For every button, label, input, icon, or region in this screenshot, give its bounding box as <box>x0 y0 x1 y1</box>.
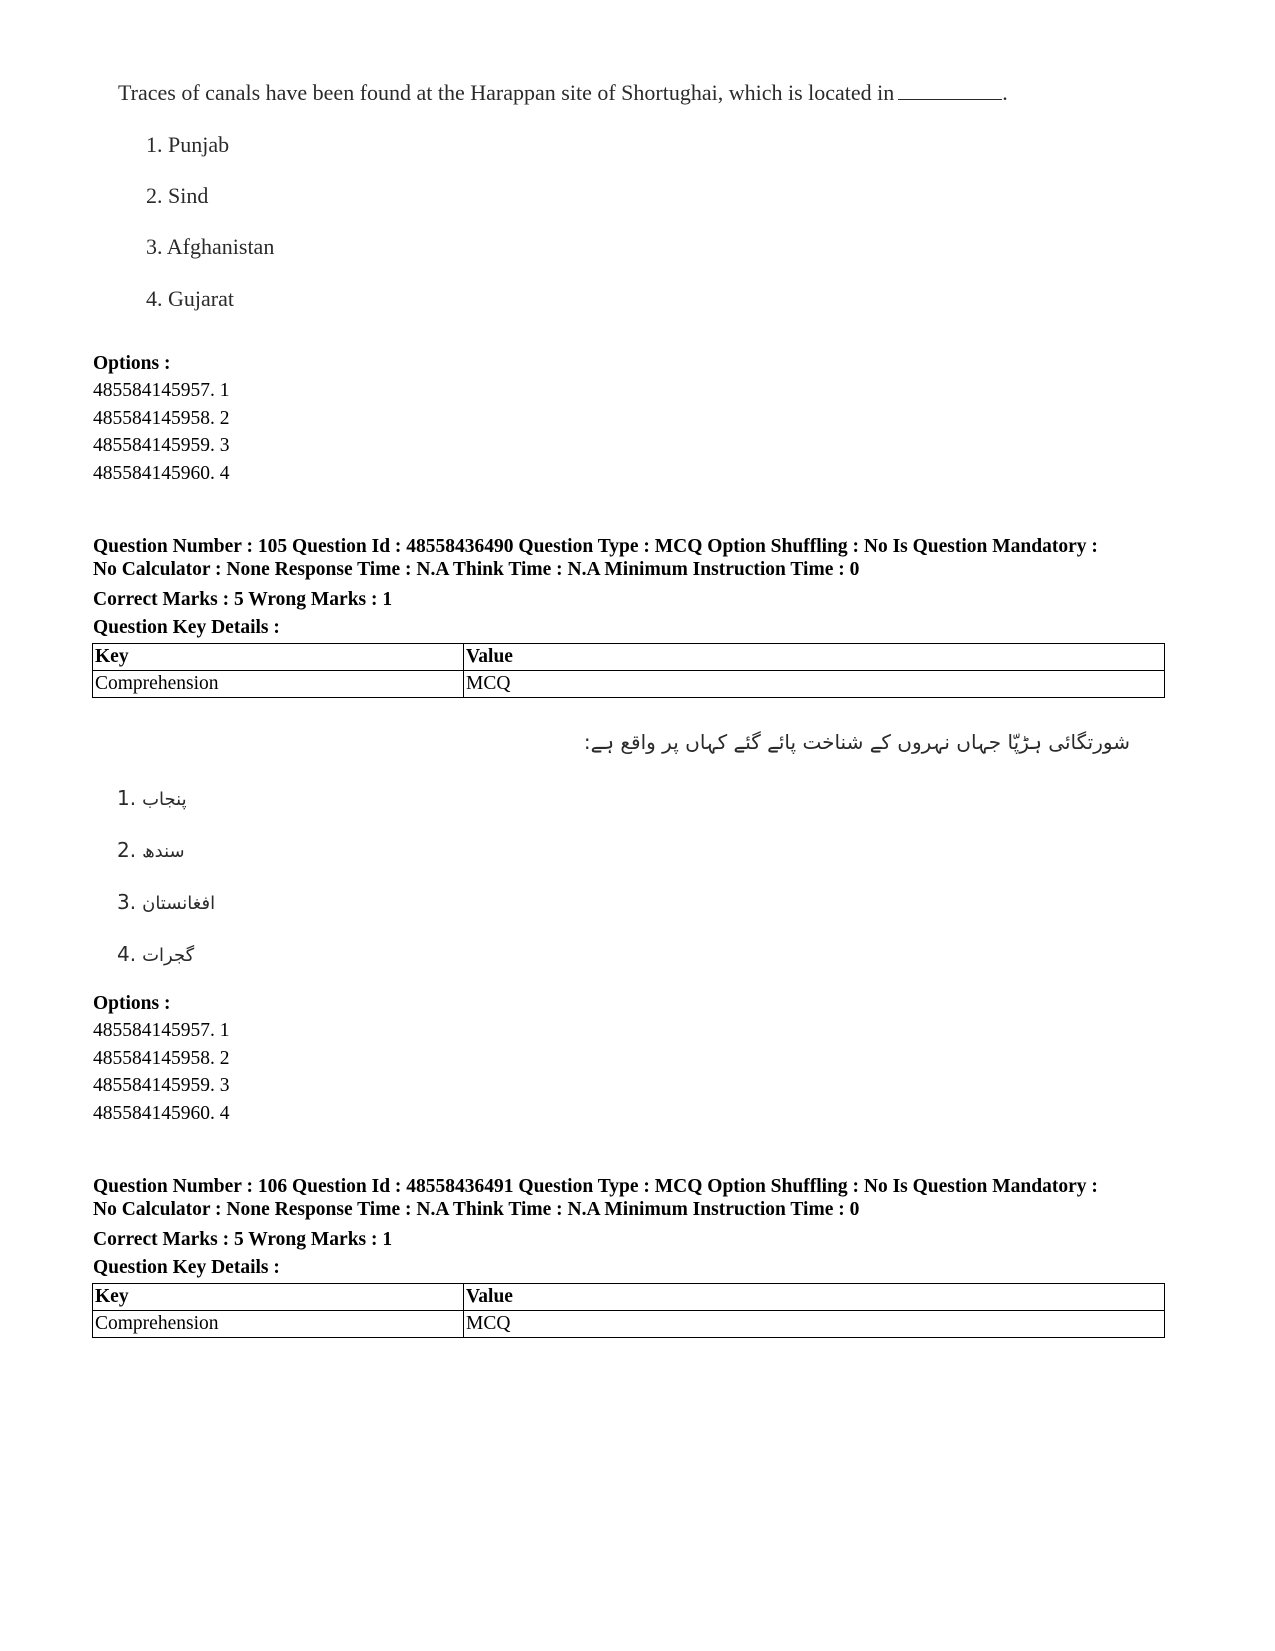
marks-line: Correct Marks : 5 Wrong Marks : 1 <box>93 589 393 610</box>
key-details-table <box>92 1283 1165 1338</box>
table-cell-value: MCQ <box>464 1311 1165 1338</box>
urdu-choice-item <box>117 889 215 915</box>
options-label: Options : <box>93 993 171 1014</box>
option-item: 485584145960. 4 <box>93 1102 230 1124</box>
urdu-choice-text: گجرات <box>142 945 195 966</box>
urdu-choice-item <box>117 785 187 811</box>
question-meta <box>93 535 1098 581</box>
question-meta-line1: Question Number : 106 Question Id : 48558436491 Question Type : MCQ Option Shuffling : No Is Question Mandatory : <box>93 1176 1098 1197</box>
question-meta-line2: No Calculator : None Response Time : N.A Think Time : N.A Minimum Instruction Time : 0 <box>93 1199 860 1220</box>
option-item: 485584145958. 2 <box>93 1047 230 1069</box>
choice-item: 1. Punjab <box>146 132 230 157</box>
option-item: 485584145959. 3 <box>93 435 230 456</box>
urdu-choice-number: 3. <box>117 890 137 914</box>
option-item: 485584145957. 1 <box>93 1020 230 1041</box>
key-details-label: Question Key Details : <box>93 617 280 638</box>
table-header-row <box>93 1284 1165 1311</box>
table-row <box>93 671 1165 698</box>
option-item: 485584145957. 1 <box>93 380 230 401</box>
urdu-choice-number: 2. <box>117 838 137 862</box>
urdu-choice-item <box>117 837 185 863</box>
table-header-row <box>93 644 1165 671</box>
urdu-choice-number: 4. <box>117 942 137 966</box>
table-header-key: Key <box>93 644 464 671</box>
urdu-choice-number: 1. <box>117 786 137 810</box>
table-row <box>93 1311 1165 1338</box>
question-meta-line1: Question Number : 105 Question Id : 48558436490 Question Type : MCQ Option Shuffling : No Is Question Mandatory : <box>93 536 1098 557</box>
urdu-choice-item <box>117 941 194 967</box>
key-details-table <box>92 643 1165 698</box>
question-text-body: Traces of canals have been found at the Harappan site of Shortughai, which is located in <box>118 80 895 105</box>
table-cell-value: MCQ <box>464 671 1165 698</box>
marks-line: Correct Marks : 5 Wrong Marks : 1 <box>93 1229 393 1250</box>
choice-item: 4. Gujarat <box>146 286 234 311</box>
urdu-choice-text: سندھ <box>142 841 185 862</box>
table-header-key: Key <box>93 1284 464 1311</box>
answer-blank <box>898 83 1002 100</box>
choice-item: 3. Afghanistan <box>146 234 275 259</box>
question-text <box>118 80 1008 106</box>
options-list <box>93 377 230 487</box>
urdu-choice-text: پنجاب <box>142 789 187 810</box>
table-cell-key: Comprehension <box>93 671 464 698</box>
question-text-end: . <box>1002 80 1008 105</box>
key-details-label: Question Key Details : <box>93 1257 280 1278</box>
table-cell-key: Comprehension <box>93 1311 464 1338</box>
question-meta-line2: No Calculator : None Response Time : N.A Think Time : N.A Minimum Instruction Time : 0 <box>93 559 860 580</box>
options-label: Options : <box>93 353 171 374</box>
table-header-value: Value <box>464 1284 1165 1311</box>
option-item: 485584145960. 4 <box>93 462 230 484</box>
urdu-choice-text: افغانستان <box>142 893 216 914</box>
option-item: 485584145958. 2 <box>93 407 230 429</box>
urdu-question-text: شورتگائی ہڑپّا جہاں نہروں کے شناخت پائے گئے کہاں پر واقع ہے: <box>583 730 1130 754</box>
option-item: 485584145959. 3 <box>93 1075 230 1096</box>
question-meta <box>93 1175 1098 1221</box>
table-header-value: Value <box>464 644 1165 671</box>
options-list <box>93 1017 230 1127</box>
choice-item: 2. Sind <box>146 183 209 208</box>
